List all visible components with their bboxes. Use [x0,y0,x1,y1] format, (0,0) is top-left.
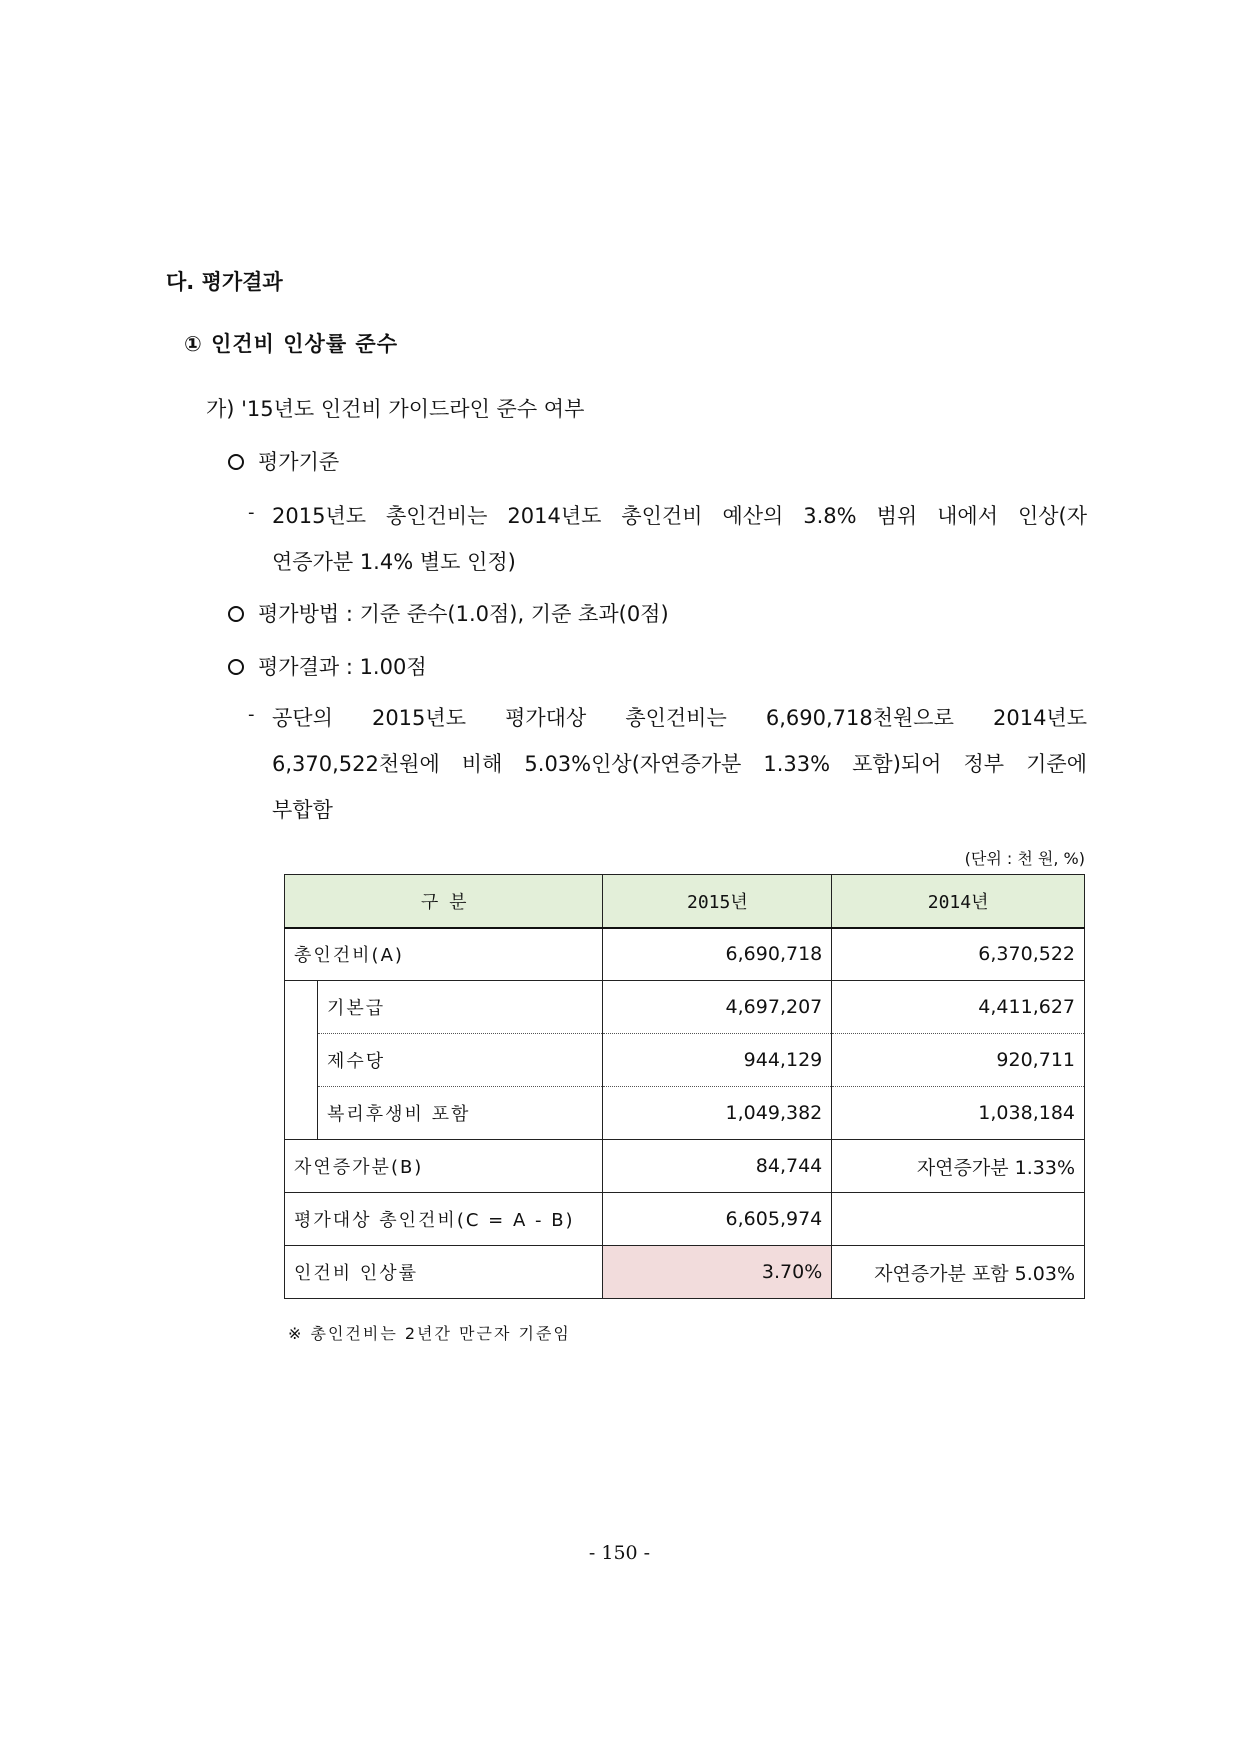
criteria-detail [248,493,1087,585]
value-2015: 6,690,718 [603,928,832,981]
result-bullet [228,651,427,681]
table-row [285,1193,1085,1246]
value-2014: 920,711 [832,1034,1085,1087]
row-label: 자연증가분(B) [285,1140,603,1193]
circle-bullet-icon [228,659,244,675]
result-detail-line2: 6,370,522천원에 비해 5.03%인상(자연증가분 1.33% 포함)되어 정부 기준에 [272,752,1087,776]
table-header-row [285,875,1085,928]
row-label: 인건비 인상률 [285,1246,603,1299]
result-label: 평가결과 : 1.00점 [258,655,427,679]
row-label: 복리후생비 포함 [317,1087,603,1140]
circle-bullet-icon [228,454,244,470]
value-2015: 6,605,974 [603,1193,832,1246]
value-2014: 1,038,184 [832,1087,1085,1140]
value-2015: 1,049,382 [603,1087,832,1140]
subsection-title: 가) '15년도 인건비 가이드라인 준수 여부 [206,397,585,421]
circle-bullet-icon [228,606,244,622]
value-2015: 84,744 [603,1140,832,1193]
table-row [285,1087,1085,1140]
footnote: ※ 총인건비는 2년간 만근자 기준임 [288,1324,571,1343]
dash-icon: - [248,502,255,523]
unit-note: (단위 : 천 원, %) [964,849,1085,868]
value-2015: 4,697,207 [603,981,832,1034]
criteria-label: 평가기준 [258,450,340,474]
header-category: 구 분 [285,875,603,928]
result-detail-line1: 공단의 2015년도 평가대상 총인건비는 6,690,718천원으로 2014년도 [272,706,1087,730]
header-2015: 2015년 [603,875,832,928]
value-2014: 자연증가분 1.33% [832,1140,1085,1193]
value-2015: 944,129 [603,1034,832,1087]
value-2014: 4,411,627 [832,981,1085,1034]
value-2014: 자연증가분 포함 5.03% [832,1246,1085,1299]
table-row [285,1140,1085,1193]
result-detail-line3: 부합함 [272,798,333,822]
dash-icon: - [248,704,255,725]
row-label: 기본급 [317,981,603,1034]
value-2014: 6,370,522 [832,928,1085,981]
table-row [285,981,1085,1034]
page-number: - 150 - [588,1542,651,1564]
criteria-detail-line2: 연증가분 1.4% 별도 인정) [272,550,516,574]
header-2014: 2014년 [832,875,1085,928]
personnel-cost-table [284,874,1085,1299]
criteria-detail-line1: 2015년도 총인건비는 2014년도 총인건비 예산의 3.8% 범위 내에서 인상(자 [272,504,1087,528]
heading: 다. 평가결과 [166,270,283,294]
method-bullet [228,598,669,628]
row-label: 총인건비(A) [285,928,603,981]
row-label: 제수당 [317,1034,603,1087]
value-2014 [832,1193,1085,1246]
method-text: 평가방법 : 기준 준수(1.0점), 기준 초과(0점) [258,602,669,626]
table-row [285,928,1085,981]
table-row [285,1034,1085,1087]
indent-cell [285,981,318,1140]
row-label: 평가대상 총인건비(C = A - B) [285,1193,603,1246]
table-row [285,1246,1085,1299]
result-detail [248,695,1087,833]
section-title: ① 인건비 인상률 준수 [184,332,399,356]
value-2015-highlight: 3.70% [603,1246,832,1299]
criteria-bullet [228,446,339,476]
